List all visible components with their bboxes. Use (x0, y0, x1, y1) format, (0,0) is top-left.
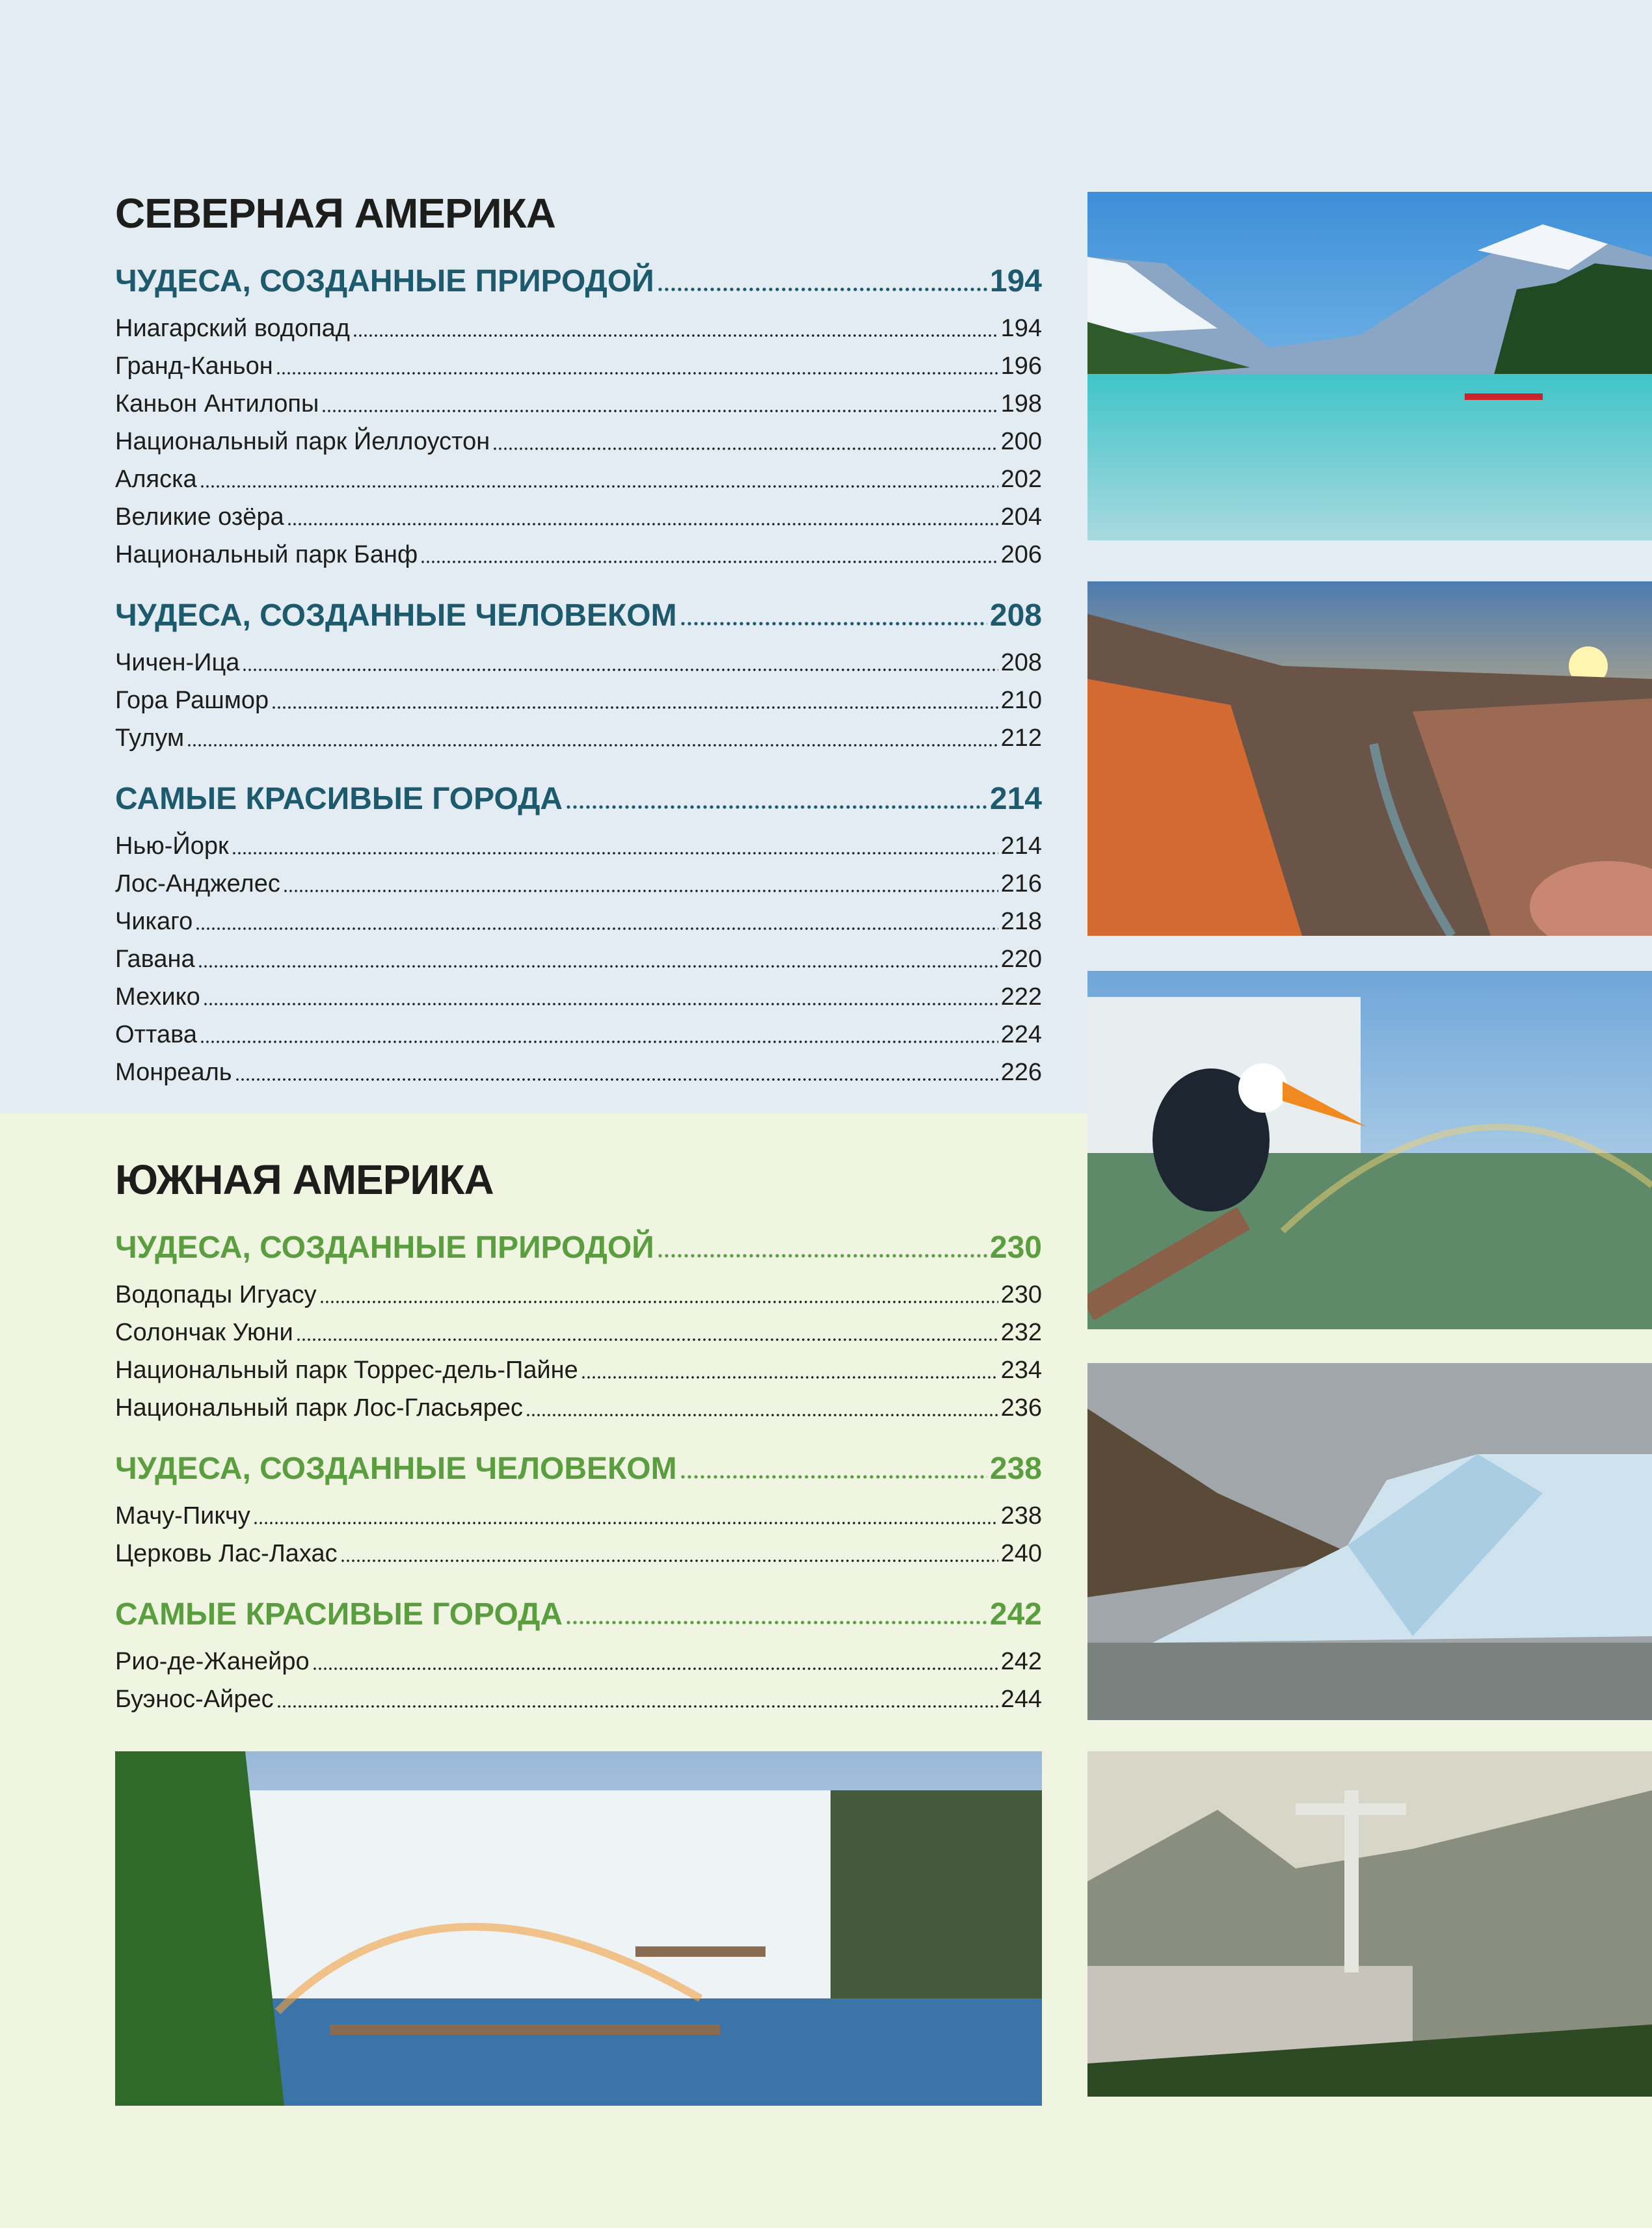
entry-title: Тулум (115, 724, 185, 752)
north-america-toc (115, 187, 1042, 1091)
dot-leader (203, 1001, 998, 1007)
entry-title: Аляска (115, 466, 197, 493)
section-title: САМЫЕ КРАСИВЫЕ ГОРОДА (115, 1597, 563, 1632)
section-title: ЧУДЕСА, СОЗДАННЫЕ ПРИРОДОЙ (115, 264, 654, 298)
entry-page-number: 244 (1000, 1686, 1042, 1713)
entry-page-number: 236 (1000, 1394, 1042, 1422)
section-heading-link[interactable] (115, 776, 1042, 822)
dot-leader (242, 667, 998, 672)
photo-iguazu-falls (115, 1751, 1042, 2106)
toc-entry[interactable] (115, 1314, 1042, 1351)
photo-mountain-lake (1087, 192, 1652, 540)
toc-section (115, 1592, 1042, 1718)
entry-page-number: 200 (1000, 428, 1042, 455)
section-page-number: 242 (989, 1597, 1042, 1632)
entry-title: Национальный парк Торрес-дель-Пайне (115, 1357, 578, 1384)
toc-section (115, 259, 1042, 574)
toc-entry[interactable] (115, 1643, 1042, 1680)
dot-leader (283, 888, 998, 894)
section-heading-link[interactable] (115, 1446, 1042, 1492)
toc-entry[interactable] (115, 940, 1042, 978)
toc-entry[interactable] (115, 1276, 1042, 1314)
entry-page-number: 226 (1000, 1059, 1042, 1086)
toc-section (115, 1225, 1042, 1427)
dot-leader (312, 1666, 998, 1671)
entry-page-number: 222 (1000, 983, 1042, 1011)
photo-toucan-waterfall (1087, 971, 1652, 1329)
section-heading-link[interactable] (115, 1592, 1042, 1638)
toc-entry[interactable] (115, 978, 1042, 1016)
section-page-number: 208 (989, 598, 1042, 633)
toc-entry[interactable] (115, 310, 1042, 347)
section-heading-link[interactable] (115, 259, 1042, 304)
entry-title: Гранд-Каньон (115, 352, 273, 380)
toc-entry[interactable] (115, 865, 1042, 903)
entry-title: Нью-Йорк (115, 832, 229, 860)
entry-title: Мехико (115, 983, 200, 1011)
toc-entry[interactable] (115, 682, 1042, 719)
section-page-number: 194 (989, 264, 1042, 298)
entry-title: Лос-Анджелес (115, 870, 280, 897)
toc-entry[interactable] (115, 827, 1042, 865)
dot-leader (657, 286, 987, 293)
dot-leader (276, 1704, 998, 1709)
entry-page-number: 218 (1000, 908, 1042, 935)
entry-page-number: 206 (1000, 541, 1042, 568)
toc-entry[interactable] (115, 644, 1042, 682)
entry-title: Монреаль (115, 1059, 232, 1086)
section-heading-link[interactable] (115, 593, 1042, 639)
entry-title: Солончак Уюни (115, 1319, 293, 1346)
entry-page-number: 194 (1000, 315, 1042, 342)
south-america-toc (115, 1154, 1042, 1718)
entry-title: Оттава (115, 1021, 197, 1048)
section-title: ЧУДЕСА, СОЗДАННЫЕ ЧЕЛОВЕКОМ (115, 598, 677, 633)
entry-page-number: 234 (1000, 1357, 1042, 1384)
dot-leader (235, 1077, 998, 1082)
toc-entry[interactable] (115, 423, 1042, 460)
region-title: ЮЖНАЯ АМЕРИКА (115, 1156, 494, 1203)
dot-leader (253, 1520, 998, 1526)
dot-leader (680, 1474, 987, 1480)
dot-leader (200, 484, 998, 489)
toc-entry[interactable] (115, 536, 1042, 574)
region-title: СЕВЕРНАЯ АМЕРИКА (115, 190, 555, 237)
toc-entry[interactable] (115, 1535, 1042, 1572)
toc-entry[interactable] (115, 385, 1042, 423)
toc-entry[interactable] (115, 1016, 1042, 1054)
entry-page-number: 212 (1000, 724, 1042, 752)
toc-entry[interactable] (115, 1351, 1042, 1389)
entry-title: Церковь Лас-Лахас (115, 1540, 338, 1567)
entry-title: Национальный парк Лос-Гласьярес (115, 1394, 524, 1422)
entry-page-number: 230 (1000, 1281, 1042, 1308)
entry-page-number: 210 (1000, 687, 1042, 714)
entry-page-number: 224 (1000, 1021, 1042, 1048)
toc-entry[interactable] (115, 903, 1042, 940)
dot-leader (321, 408, 998, 414)
photo-christ-the-redeemer (1087, 1751, 1652, 2097)
dot-leader (200, 1039, 998, 1044)
section-title: ЧУДЕСА, СОЗДАННЫЕ ЧЕЛОВЕКОМ (115, 1452, 677, 1486)
dot-leader (340, 1558, 998, 1563)
entry-title: Гора Рашмор (115, 687, 269, 714)
entry-title: Гавана (115, 946, 195, 973)
entry-page-number: 242 (1000, 1648, 1042, 1675)
entry-page-number: 204 (1000, 503, 1042, 531)
entry-title: Ниагарский водопад (115, 315, 350, 342)
toc-entry[interactable] (115, 1054, 1042, 1091)
entry-title: Чичен-Ица (115, 649, 240, 676)
dot-leader (565, 804, 987, 810)
photo-glacier (1087, 1363, 1652, 1720)
entry-page-number: 238 (1000, 1502, 1042, 1530)
entry-page-number: 240 (1000, 1540, 1042, 1567)
dot-leader (680, 620, 987, 627)
dot-leader (271, 705, 998, 710)
entry-title: Каньон Антилопы (115, 390, 319, 418)
entry-page-number: 232 (1000, 1319, 1042, 1346)
dot-leader (565, 1619, 987, 1626)
entry-page-number: 214 (1000, 832, 1042, 860)
dot-leader (296, 1337, 998, 1342)
entry-title: Буэнос-Айрес (115, 1686, 274, 1713)
toc-entry[interactable] (115, 1497, 1042, 1535)
dot-leader (420, 559, 998, 564)
section-page-number: 230 (989, 1230, 1042, 1265)
dot-leader (287, 522, 998, 527)
dot-leader (187, 743, 998, 748)
dot-leader (353, 333, 998, 338)
dot-leader (198, 964, 998, 969)
toc-entry[interactable] (115, 460, 1042, 498)
toc-entry[interactable] (115, 719, 1042, 757)
entry-page-number: 220 (1000, 946, 1042, 973)
section-heading-link[interactable] (115, 1225, 1042, 1271)
section-title: ЧУДЕСА, СОЗДАННЫЕ ПРИРОДОЙ (115, 1230, 654, 1265)
dot-leader (492, 446, 998, 451)
section-page-number: 214 (989, 782, 1042, 816)
toc-entry[interactable] (115, 1680, 1042, 1718)
dot-leader (319, 1299, 998, 1305)
section-page-number: 238 (989, 1452, 1042, 1486)
photo-grand-canyon (1087, 581, 1652, 936)
entry-page-number: 208 (1000, 649, 1042, 676)
dot-leader (276, 371, 998, 376)
dot-leader (526, 1412, 998, 1418)
toc-section (115, 1446, 1042, 1572)
toc-entry[interactable] (115, 1389, 1042, 1427)
entry-title: Чикаго (115, 908, 193, 935)
entry-title: Национальный парк Йеллоустон (115, 428, 490, 455)
entry-title: Водопады Игуасу (115, 1281, 317, 1308)
entry-page-number: 198 (1000, 390, 1042, 418)
toc-section (115, 776, 1042, 1091)
dot-leader (232, 851, 998, 856)
dot-leader (657, 1253, 987, 1259)
entry-title: Мачу-Пикчу (115, 1502, 250, 1530)
toc-section (115, 593, 1042, 757)
toc-entry[interactable] (115, 347, 1042, 385)
dot-leader (581, 1375, 998, 1380)
toc-entry[interactable] (115, 498, 1042, 536)
entry-title: Национальный парк Банф (115, 541, 418, 568)
entry-title: Великие озёра (115, 503, 284, 531)
entry-page-number: 202 (1000, 466, 1042, 493)
dot-leader (195, 926, 998, 931)
section-title: САМЫЕ КРАСИВЫЕ ГОРОДА (115, 782, 563, 816)
entry-page-number: 216 (1000, 870, 1042, 897)
entry-title: Рио-де-Жанейро (115, 1648, 310, 1675)
entry-page-number: 196 (1000, 352, 1042, 380)
